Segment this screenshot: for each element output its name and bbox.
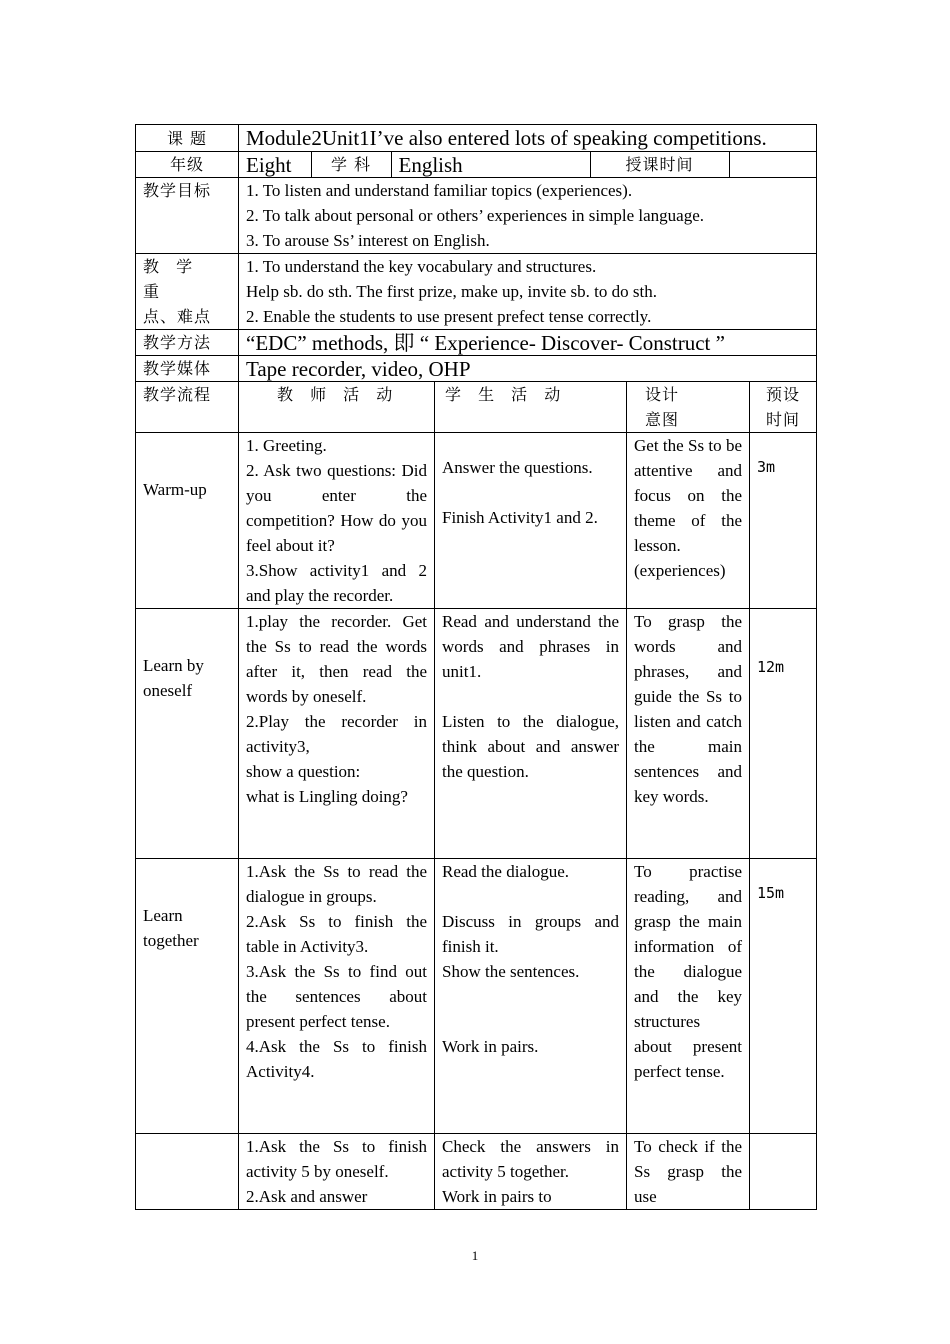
design-intent: To check if the Ss grasp the use bbox=[627, 1134, 750, 1210]
student-activity bbox=[435, 859, 627, 1134]
stage-name: Warm-up bbox=[136, 433, 239, 609]
design-intent-header-line2: 意图 bbox=[645, 410, 680, 429]
student-activity-line: Discuss in groups and finish it. bbox=[442, 912, 619, 956]
grade-row bbox=[136, 152, 817, 178]
method-row bbox=[136, 330, 817, 356]
grade-value: Eight bbox=[246, 152, 292, 177]
teacher-activity-line: 2. Ask two questions: Did you enter the competition? How do you feel about it? bbox=[246, 461, 427, 555]
grade-subject-time-cell bbox=[239, 152, 817, 178]
design-intent-header bbox=[627, 382, 750, 433]
teacher-activity-line: 2.Ask and answer bbox=[246, 1187, 368, 1206]
teacher-activity bbox=[239, 433, 435, 609]
planned-time-header bbox=[750, 382, 817, 433]
teacher-activity bbox=[239, 1134, 435, 1210]
student-activity-line: Finish Activity1 and 2. bbox=[442, 508, 598, 527]
goal-line: 2. To talk about personal or others’ experiences in simple language. bbox=[246, 206, 704, 225]
planned-time: 12m bbox=[750, 609, 817, 859]
method-label: 教学方法 bbox=[136, 330, 239, 356]
goals-row bbox=[136, 178, 817, 254]
student-activity-line: Read and understand the words and phrases in unit1. bbox=[442, 612, 619, 681]
teacher-activity-line: 2.Ask Ss to finish the table in Activity3. bbox=[246, 912, 427, 956]
stage-name bbox=[136, 1134, 239, 1210]
teacher-activity-line: 1.Ask the Ss to finish activity 5 by oneself. bbox=[246, 1137, 427, 1181]
stage-row-learn-together bbox=[136, 859, 817, 1134]
student-activity-line: Read the dialogue. bbox=[442, 862, 569, 881]
teacher-activity-line: 3.Ask the Ss to find out the sentences about present perfect tense. bbox=[246, 962, 427, 1031]
topic-row bbox=[136, 125, 817, 152]
keypoints-label bbox=[136, 254, 239, 330]
lesson-plan-table bbox=[135, 124, 817, 1210]
planned-time: 3m bbox=[750, 433, 817, 609]
student-activity-spacer bbox=[442, 984, 619, 1009]
teacher-activity-line: 1.Ask the Ss to read the dialogue in groups. bbox=[246, 862, 427, 906]
student-activity bbox=[435, 1134, 627, 1210]
class-time-value bbox=[729, 152, 816, 177]
teacher-activity-line: 1.play the recorder. Get the Ss to read the words after it, then read the words by oneself. bbox=[246, 612, 427, 706]
student-activity-spacer bbox=[442, 480, 619, 505]
process-header-row bbox=[136, 382, 817, 433]
student-activity-line: Work in pairs. bbox=[442, 1037, 539, 1056]
teacher-activity bbox=[239, 609, 435, 859]
teacher-activity bbox=[239, 859, 435, 1134]
stage-name: Learn together bbox=[136, 859, 239, 1134]
goals-content bbox=[239, 178, 817, 254]
student-activity-header: 学 生 活 动 bbox=[435, 382, 627, 433]
class-time-label: 授课时间 bbox=[590, 152, 729, 177]
design-intent: To grasp the words and phrases, and guide the Ss to listen and catch the main sentences and key words. bbox=[627, 609, 750, 859]
planned-time: 15m bbox=[750, 859, 817, 1134]
teacher-activity-line: 3.Show activity1 and 2 and play the recorder. bbox=[246, 561, 427, 605]
goal-line: 1. To listen and understand familiar topics (experiences). bbox=[246, 181, 633, 200]
teacher-activity-line: what is Lingling doing? bbox=[246, 787, 408, 806]
keypoints-content bbox=[239, 254, 817, 330]
student-activity-line: Listen to the dialogue, think about and answer the question. bbox=[442, 712, 619, 781]
subject-value: English bbox=[391, 152, 590, 177]
process-label: 教学流程 bbox=[136, 382, 239, 433]
media-row bbox=[136, 356, 817, 382]
keypoints-label-line1: 教 学 重 bbox=[143, 257, 199, 301]
planned-time bbox=[750, 1134, 817, 1210]
design-intent: Get the Ss to be attentive and focus on the theme of the lesson. (experiences) bbox=[627, 433, 750, 609]
teacher-activity-line: 1. Greeting. bbox=[246, 436, 327, 455]
stage-row-warm-up bbox=[136, 433, 817, 609]
teacher-activity-header: 教 师 活 动 bbox=[239, 382, 435, 433]
student-activity-spacer bbox=[442, 684, 619, 709]
planned-time-header-line1: 预设 bbox=[765, 385, 800, 404]
keypoint-line: Help sb. do sth. The first prize, make up, invite sb. to do sth. bbox=[246, 282, 657, 301]
stage-row-practice bbox=[136, 1134, 817, 1210]
student-activity-line: Check the answers in activity 5 together. bbox=[442, 1137, 619, 1181]
stage-name: Learn by oneself bbox=[136, 609, 239, 859]
student-activity-line: Answer the questions. bbox=[442, 458, 593, 477]
student-activity bbox=[435, 433, 627, 609]
grade-label: 年级 bbox=[136, 152, 239, 178]
media-value: Tape recorder, video, OHP bbox=[239, 356, 817, 382]
keypoint-line: 1. To understand the key vocabulary and structures. bbox=[246, 257, 597, 276]
lesson-plan-sheet bbox=[135, 124, 816, 1210]
student-activity-line: Work in pairs to bbox=[442, 1187, 552, 1206]
keypoint-line: 2. Enable the students to use present prefect tense correctly. bbox=[246, 307, 652, 326]
design-intent-header-line1: 设计 bbox=[645, 385, 680, 404]
student-activity-spacer bbox=[442, 1009, 619, 1034]
planned-time-header-line2: 时间 bbox=[765, 410, 800, 429]
media-label: 教学媒体 bbox=[136, 356, 239, 382]
method-value: “EDC” methods, 即 “ Experience- Discover- Construct ” bbox=[239, 330, 817, 356]
grade-subject-time-table bbox=[239, 152, 816, 177]
page-number: 1 bbox=[471, 1248, 479, 1263]
keypoints-label-line2: 点、难点 bbox=[143, 307, 212, 326]
goals-label: 教学目标 bbox=[136, 178, 239, 254]
teacher-activity-line: 2.Play the recorder in activity3, bbox=[246, 712, 427, 756]
student-activity-spacer bbox=[442, 884, 619, 909]
student-activity bbox=[435, 609, 627, 859]
stage-row-learn-by-oneself bbox=[136, 609, 817, 859]
topic-label: 课 题 bbox=[136, 125, 239, 152]
student-activity-line: Show the sentences. bbox=[442, 962, 580, 981]
design-intent: To practise reading, and grasp the main information of the dialogue and the key structures about present perfect tense. bbox=[627, 859, 750, 1134]
topic-value: Module2Unit1I’ve also entered lots of speaking competitions. bbox=[239, 125, 817, 152]
keypoints-row bbox=[136, 254, 817, 330]
teacher-activity-line: 4.Ask the Ss to finish Activity4. bbox=[246, 1037, 427, 1081]
goal-line: 3. To arouse Ss’ interest on English. bbox=[246, 231, 490, 250]
subject-label: 学 科 bbox=[311, 152, 391, 177]
teacher-activity-line: show a question: bbox=[246, 762, 361, 781]
